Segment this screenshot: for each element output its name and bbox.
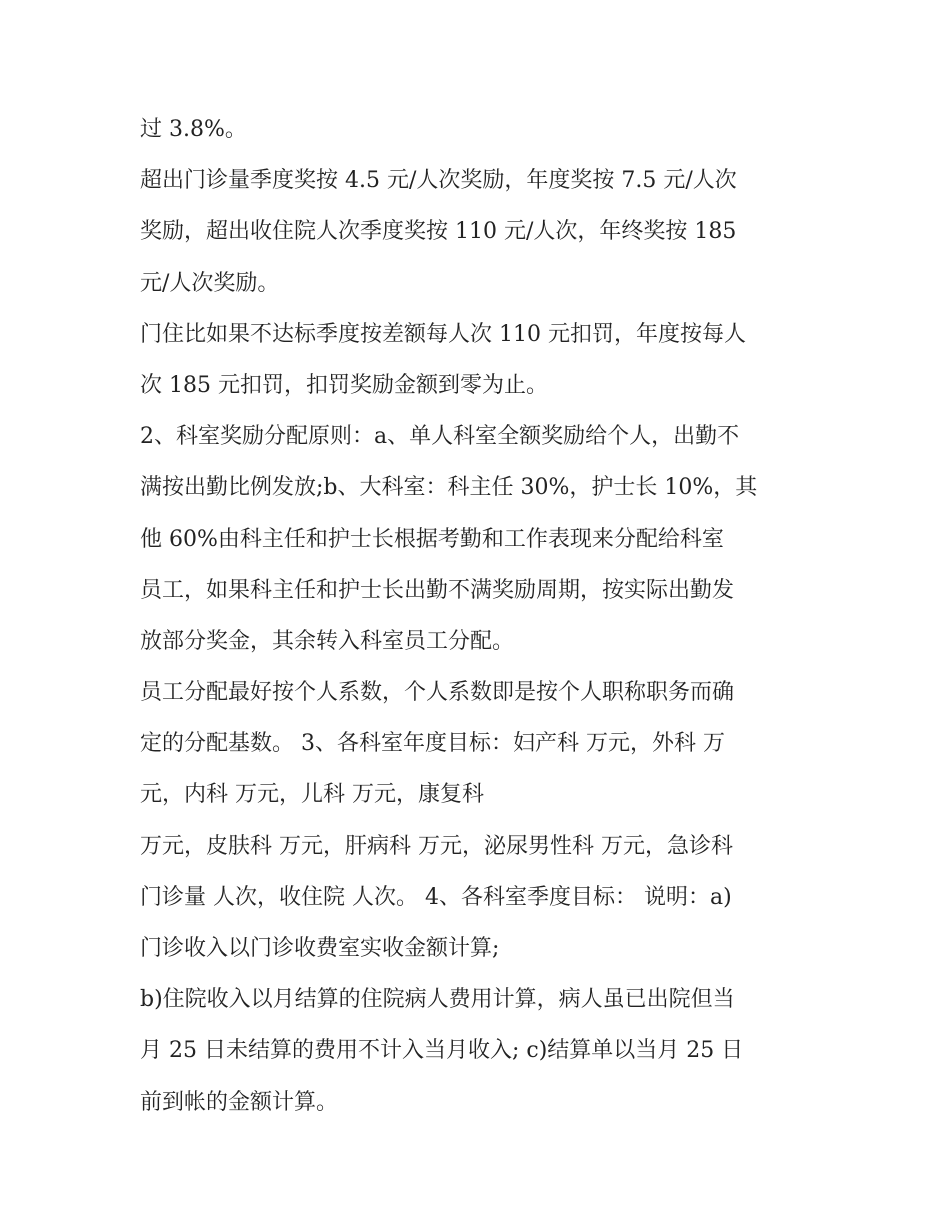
text-line: 万元，皮肤科 万元，肝病科 万元，泌尿男性科 万元，急诊科 (140, 833, 733, 859)
text-line: 员工，如果科主任和护士长出勤不满奖励周期，按实际出勤发 (140, 577, 735, 603)
text-line: 前到帐的金额计算。 (140, 1089, 339, 1115)
text-line: 门诊收入以门诊收费室实收金额计算; (140, 936, 500, 961)
text-line: 门住比如果不达标季度按差额每人次 110 元扣罚，年度按每人 (140, 321, 746, 347)
text-line: 放部分奖金，其余转入科室员工分配。 (140, 628, 515, 654)
text-line: 定的分配基数。 3、各科室年度目标：妇产科 万元，外科 万 (140, 731, 725, 757)
text-line: 奖励，超出收住院人次季度奖按 110 元/人次，年终奖按 185 (140, 219, 737, 245)
text-line: 2、科室奖励分配原则：a、单人科室全额奖励给个人，出勤不 (140, 424, 740, 450)
text-line: 门诊量 人次，收住院 人次。 4、各科室季度目标： 说明：a) (140, 884, 732, 910)
text-line: 超出门诊量季度奖按 4.5 元/人次奖励，年度奖按 7.5 元/人次 (140, 168, 737, 194)
text-line: 次 185 元扣罚，扣罚奖励金额到零为止。 (140, 372, 548, 398)
text-line: 满按出勤比例发放;b、大科室：科主任 30%，护士长 10%，其 (140, 475, 758, 501)
text-line: b)住院收入以月结算的住院病人费用计算，病人虽已出院但当 (140, 987, 735, 1013)
text-line: 月 25 日未结算的费用不计入当月收入; c)结算单以当月 25 日 (140, 1038, 744, 1064)
text-line: 元，内科 万元，儿科 万元，康复科 (140, 782, 484, 808)
text-line: 员工分配最好按个人系数，个人系数即是按个人职称职务而确 (140, 680, 735, 706)
text-line: 过 3.8%。 (140, 117, 247, 142)
document-body (140, 104, 820, 1128)
text-line: 他 60%由科主任和护士长根据考勤和工作表现来分配给科室 (140, 526, 724, 552)
text-line: 元/人次奖励。 (140, 270, 280, 296)
